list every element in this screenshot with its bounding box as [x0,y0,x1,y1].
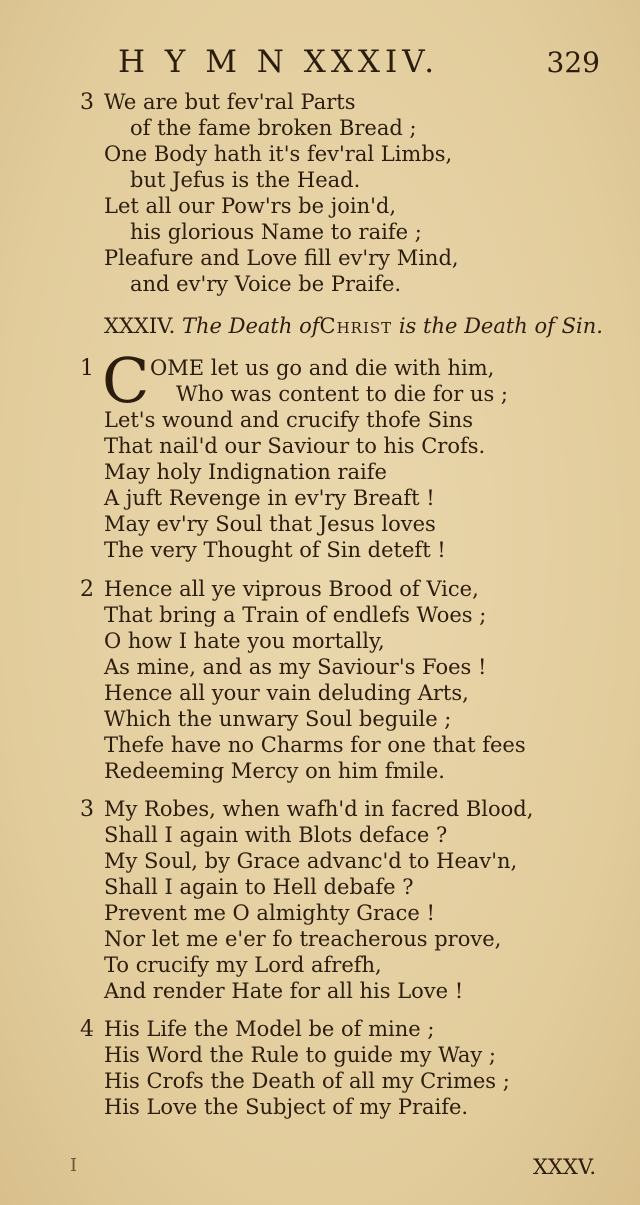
verse-line [130,168,360,192]
verse-line: Nor let me e'er fo treacherous prove, [104,927,502,951]
stanza-number: 3 [80,90,94,115]
stanza-number: 1 [80,356,94,381]
running-head: H Y M N XXXIV. [118,44,440,80]
hymn-title-part: is the Death of Sin. [398,314,603,338]
verse-line: Shall I again with Blots deface ? [104,823,448,847]
verse-line: Who was content to die for us ; [176,382,509,406]
verse-line: his glorious Name to raife ; [130,220,422,244]
verse-line: of the fame broken Bread ; [130,116,417,140]
verse-line: Let all our Pow'rs be join'd, [104,194,396,218]
verse-line: Thefe have no Charms for one that fees [104,733,526,757]
stanza-number: 2 [80,577,94,602]
hymn-title-name: Christ [319,314,393,338]
verse-line-text: but Jefus is the Head. [130,168,361,192]
drop-cap: C [102,344,150,417]
verse-line: Pleafure and Love fill ev'ry Mind, [104,246,459,270]
verse-line: Shall I again to Hell debafe ? [104,875,414,899]
verse-line: Redeeming Mercy on him fmile. [104,759,445,783]
verse-line: That bring a Train of endlefs Woes ; [104,603,487,627]
verse-line: My Soul, by Grace advanc'd to Heav'n, [104,849,518,873]
hymn-title [104,314,603,338]
verse-line: His Love the Subject of my Praife. [104,1095,469,1119]
verse-line: We are but fev'ral Parts [104,90,356,114]
hymn-title-part: The Death of [182,314,320,338]
verse-line: OME let us go and die with him, [150,356,495,380]
verse-line: Hence all ye viprous Brood of Vice, [104,577,479,601]
verse-line: The very Thought of Sin deteft ! [104,538,446,562]
verse-line: and ev'ry Voice be Praife. [130,272,402,296]
verse-line: My Robes, when wafh'd in facred Blood, [104,797,534,821]
verse-line: May holy Indignation raife [104,460,387,484]
verse-line: May ev'ry Soul that Jesus loves [104,512,436,536]
stanza-number: 3 [80,797,94,822]
verse-line: Prevent me O almighty Grace ! [104,901,435,925]
verse-line: As mine, and as my Saviour's Foes ! [104,655,487,679]
verse-line: One Body hath it's fev'ral Limbs, [104,142,453,166]
verse-line: Let's wound and crucify thofe Sins [104,408,473,432]
verse-line: Hence all your vain deluding Arts, [104,681,469,705]
page-number: 329 [546,46,600,79]
verse-line: That nail'd our Saviour to his Crofs. [104,434,486,458]
signature-mark: I [70,1155,78,1176]
page-header [0,40,640,80]
verse-line: A juft Revenge in ev'ry Breaft ! [104,486,435,510]
verse-line: To crucify my Lord afrefh, [104,953,382,977]
verse-line: His Word the Rule to guide my Way ; [104,1043,496,1067]
verse-line: His Life the Model be of mine ; [104,1017,435,1041]
verse-line: His Crofs the Death of all my Crimes ; [104,1069,510,1093]
catchword: XXXV. [532,1155,596,1179]
verse-line: O how I hate you mortally, [104,629,385,653]
verse-line: Which the unwary Soul beguile ; [104,707,452,731]
verse-line: And render Hate for all his Love ! [104,979,464,1003]
hymn-number: XXXIV. [104,314,176,338]
stanza-number: 4 [80,1017,94,1042]
